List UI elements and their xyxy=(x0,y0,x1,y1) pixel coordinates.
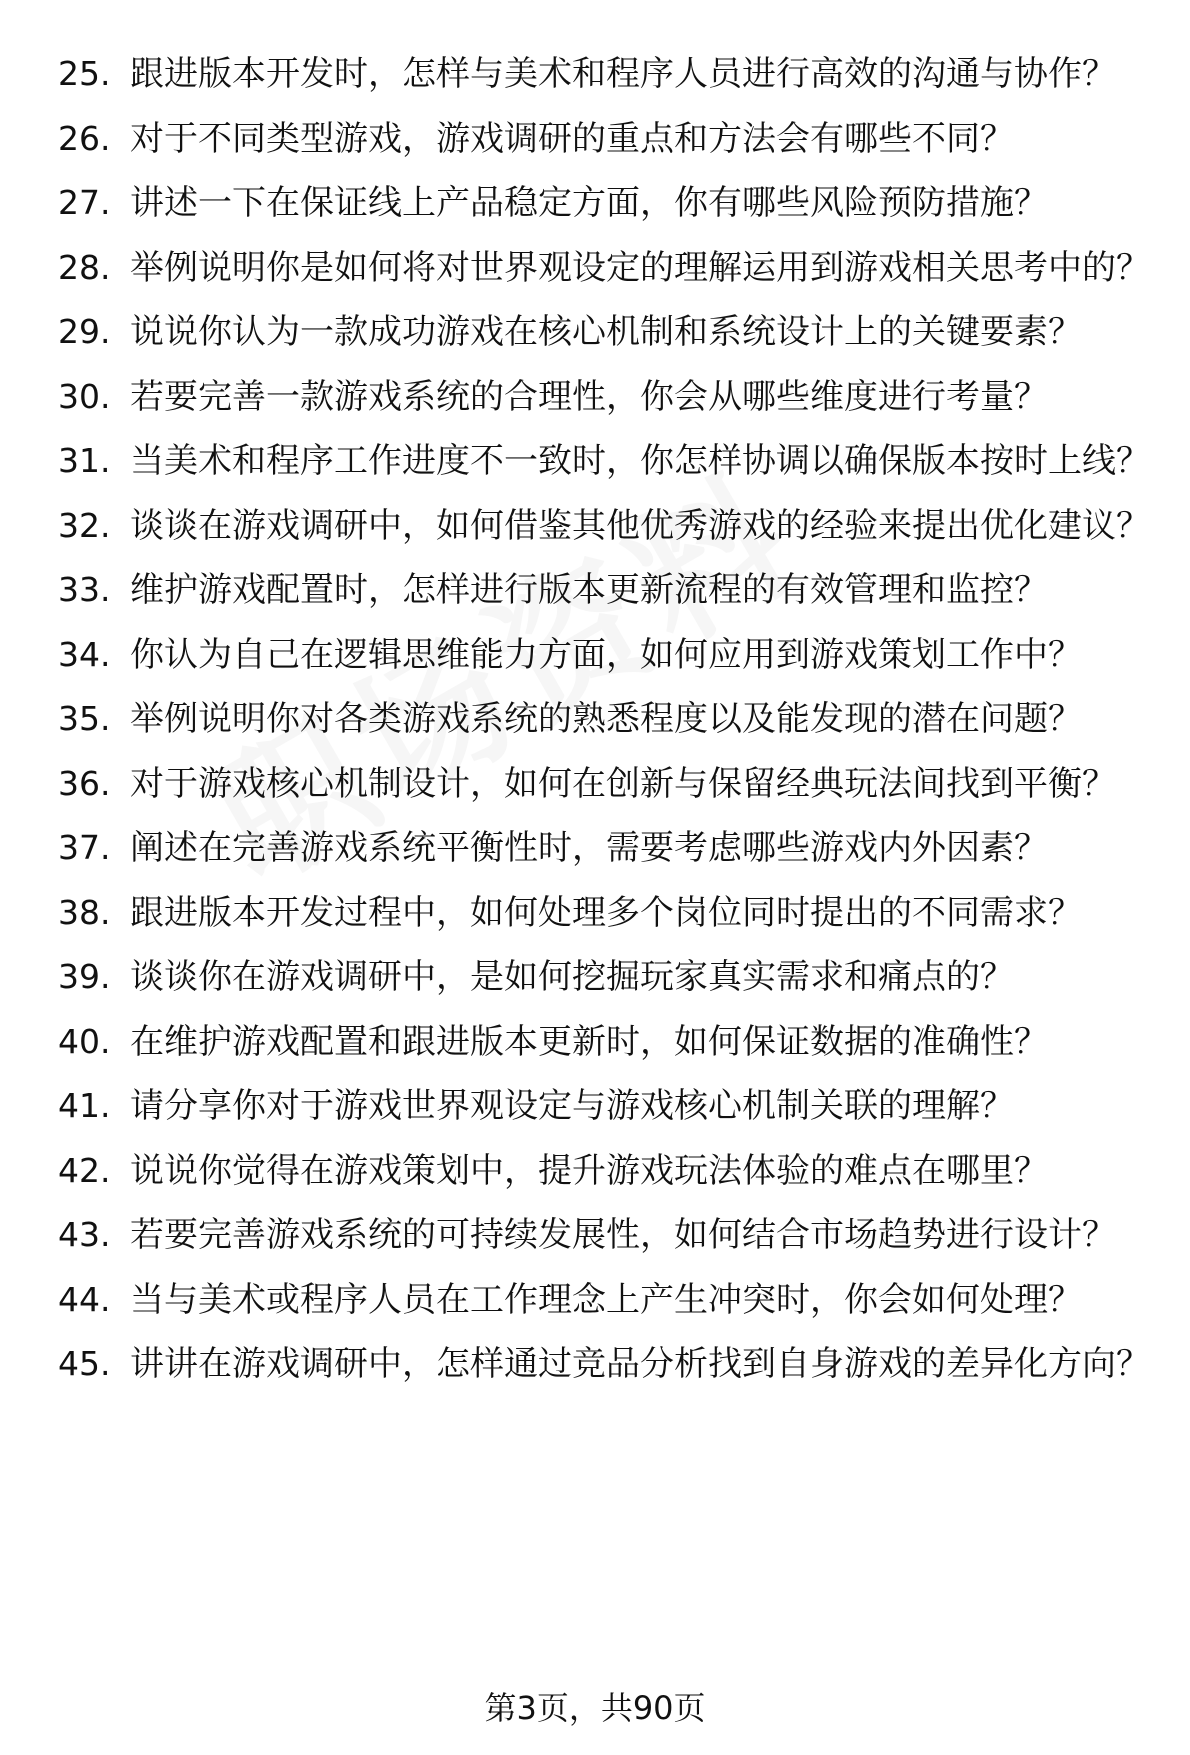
item-number: 36. xyxy=(58,763,111,803)
item-text: 当与美术或程序人员在工作理念上产生冲突时，你会如何处理？ xyxy=(130,1279,1082,1320)
list-item xyxy=(58,955,1158,999)
item-number: 37. xyxy=(58,828,111,867)
item-number: 27. xyxy=(58,183,111,222)
list-item xyxy=(58,826,1158,870)
item-number: 40. xyxy=(58,1021,111,1061)
item-text: 跟进版本开发过程中，如何处理多个岗位同时提出的不同需求？ xyxy=(130,892,1082,933)
item-number: 29. xyxy=(58,312,111,351)
question-list xyxy=(58,52,1158,1407)
item-text: 若要完善一款游戏系统的合理性，你会从哪些维度进行考量？ xyxy=(130,376,1048,417)
item-text: 在维护游戏配置和跟进版本更新时，如何保证数据的准确性？ xyxy=(130,1021,1048,1062)
item-text: 跟进版本开发时，怎样与美术和程序人员进行高效的沟通与协作？ xyxy=(130,54,1116,94)
page-footer: 第3页，共90页 xyxy=(484,1689,706,1727)
list-item xyxy=(58,439,1158,483)
list-item xyxy=(58,181,1158,225)
list-item xyxy=(58,310,1158,354)
item-text: 讲讲在游戏调研中，怎样通过竞品分析找到自身游戏的差异化方向？ xyxy=(130,1344,1150,1384)
list-item xyxy=(58,52,1158,96)
item-text: 举例说明你是如何将对世界观设定的理解运用到游戏相关思考中的？ xyxy=(130,247,1150,288)
list-item xyxy=(58,1342,1158,1386)
list-item xyxy=(58,633,1158,677)
item-text: 对于不同类型游戏，游戏调研的重点和方法会有哪些不同？ xyxy=(130,118,1014,159)
item-number: 41. xyxy=(58,1086,111,1125)
list-item xyxy=(58,1020,1158,1064)
list-item xyxy=(58,117,1158,161)
list-item xyxy=(58,762,1158,806)
item-number: 33. xyxy=(58,570,111,609)
list-item xyxy=(58,504,1158,548)
list-item xyxy=(58,375,1158,419)
item-number: 42. xyxy=(58,1150,111,1190)
item-number: 39. xyxy=(58,957,111,996)
item-text: 请分享你对于游戏世界观设定与游戏核心机制关联的理解？ xyxy=(130,1086,1014,1126)
item-number: 44. xyxy=(58,1279,111,1319)
item-number: 45. xyxy=(58,1344,111,1383)
list-item xyxy=(58,891,1158,935)
item-text: 举例说明你对各类游戏系统的熟悉程度以及能发现的潜在问题？ xyxy=(130,699,1082,739)
list-item xyxy=(58,697,1158,741)
list-item xyxy=(58,1213,1158,1257)
list-item xyxy=(58,1149,1158,1193)
item-text: 讲述一下在保证线上产品稳定方面，你有哪些风险预防措施？ xyxy=(130,183,1048,223)
item-number: 35. xyxy=(58,699,111,738)
item-number: 25. xyxy=(58,54,111,93)
item-number: 26. xyxy=(58,118,111,158)
item-number: 32. xyxy=(58,505,111,545)
item-text: 谈谈在游戏调研中，如何借鉴其他优秀游戏的经验来提出优化建议？ xyxy=(130,505,1150,546)
item-text: 阐述在完善游戏系统平衡性时，需要考虑哪些游戏内外因素？ xyxy=(130,828,1048,868)
item-text: 当美术和程序工作进度不一致时，你怎样协调以确保版本按时上线？ xyxy=(130,441,1150,481)
list-item xyxy=(58,568,1158,612)
item-number: 28. xyxy=(58,247,111,287)
item-number: 30. xyxy=(58,376,111,416)
item-number: 38. xyxy=(58,892,111,932)
item-text: 说说你认为一款成功游戏在核心机制和系统设计上的关键要素？ xyxy=(130,312,1082,352)
item-text: 若要完善游戏系统的可持续发展性，如何结合市场趋势进行设计？ xyxy=(130,1215,1116,1255)
item-number: 31. xyxy=(58,441,111,480)
item-text: 维护游戏配置时，怎样进行版本更新流程的有效管理和监控？ xyxy=(130,570,1048,610)
item-number: 43. xyxy=(58,1215,111,1254)
item-text: 你认为自己在逻辑思维能力方面，如何应用到游戏策划工作中？ xyxy=(130,634,1082,675)
list-item xyxy=(58,246,1158,290)
list-item xyxy=(58,1278,1158,1322)
item-text: 说说你觉得在游戏策划中，提升游戏玩法体验的难点在哪里？ xyxy=(130,1150,1048,1191)
item-text: 对于游戏核心机制设计，如何在创新与保留经典玩法间找到平衡？ xyxy=(130,763,1116,804)
item-text: 谈谈你在游戏调研中，是如何挖掘玩家真实需求和痛点的？ xyxy=(130,957,1014,997)
list-item xyxy=(58,1084,1158,1128)
item-number: 34. xyxy=(58,634,111,674)
